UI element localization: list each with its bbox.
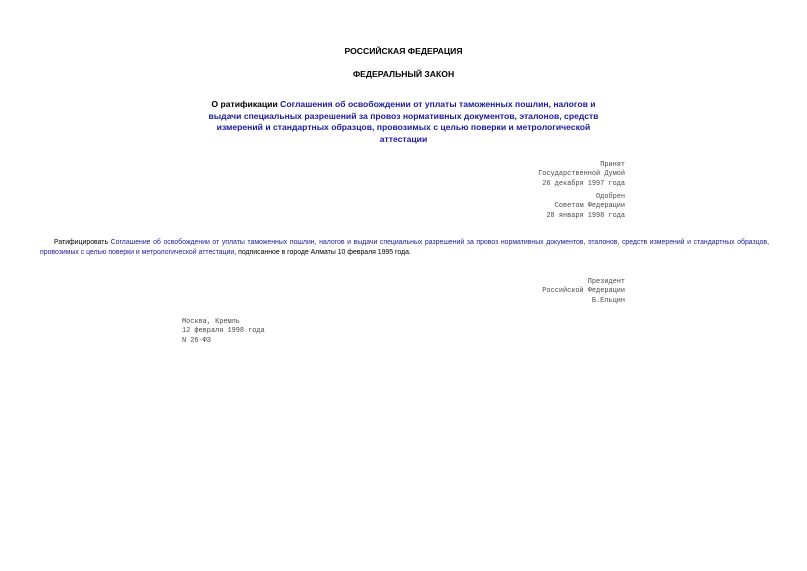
- law-title: [200, 99, 607, 145]
- law-title-prefix: О ратификации: [211, 99, 281, 109]
- approved-block: [546, 193, 625, 221]
- adopted-block: [538, 161, 625, 189]
- approved-body: Советом Федерации: [554, 202, 625, 211]
- place-date-block: [182, 318, 265, 346]
- signature-block: [542, 278, 625, 306]
- ratification-paragraph: [40, 238, 769, 259]
- law-number: N 26-ФЗ: [182, 336, 211, 345]
- signing-date: 12 февраля 1998 года: [182, 327, 265, 336]
- country-heading: РОССИЙСКАЯ ФЕДЕРАЦИЯ: [344, 46, 463, 56]
- approved-date: 28 января 1998 года: [546, 211, 625, 220]
- adopted-body: Государственной Думой: [538, 170, 625, 179]
- approved-label: Одобрен: [596, 193, 625, 201]
- signatory-state: Российской Федерации: [542, 287, 625, 296]
- adopted-date: 26 декабря 1997 года: [542, 179, 625, 188]
- signatory-position: Президент: [587, 278, 625, 286]
- signatory-name: Б.Ельцин: [591, 296, 625, 305]
- paragraph-suffix: , подписанное в городе Алматы 10 февраля 1995 года.: [234, 249, 411, 257]
- agreement-link[interactable]: Соглашение об освобождении от уплаты таможенных пошлин, налогов и выдачи специальных разрешений за провоз нормативных документов, эталонов, средств измерений и стандартных образцов, провозимых с целью поверки и метрологической аттестации: [40, 239, 769, 257]
- agreement-title-link[interactable]: Соглашения об освобождении от уплаты таможенных пошлин, налогов и выдачи специальных разрешений за провоз нормативных документов, эталонов, средств измерений и стандартных образцов, провозимых с целью поверки и метрологической аттестации: [208, 99, 599, 144]
- law-type-heading: ФЕДЕРАЛЬНЫЙ ЗАКОН: [352, 69, 455, 79]
- adopted-label: Принят: [600, 161, 625, 169]
- signing-place: Москва, Кремль: [182, 318, 240, 326]
- paragraph-prefix: Ратифицировать: [54, 239, 111, 246]
